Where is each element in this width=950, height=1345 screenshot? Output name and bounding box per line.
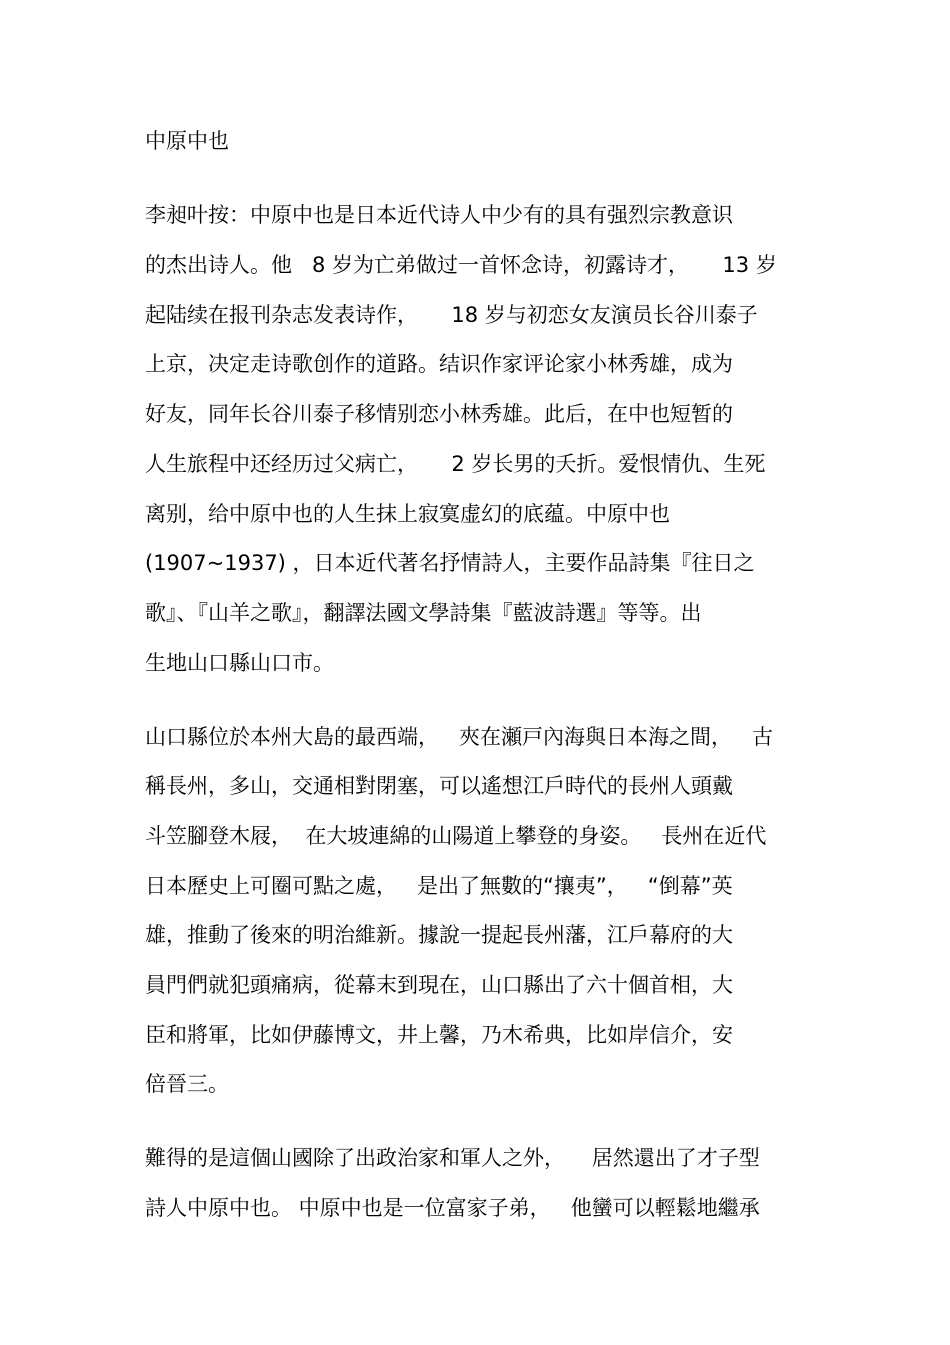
- text-line: (1907~1937) ，日本近代著名抒情詩人，主要作品詩集『往日之: [145, 551, 755, 575]
- text-line: 离别，给中原中也的人生抹上寂寞虚幻的底蕴。中原中也: [145, 502, 670, 526]
- text-line: 歌』、『山羊之歌』，翻譯法國文學詩集『藍波詩選』等等。出: [145, 601, 702, 625]
- text-line: 難得的是這個山國除了出政治家和軍人之外， 居然還出了才子型: [145, 1146, 760, 1170]
- text-line: 上京，决定走诗歌创作的道路。结识作家评论家小林秀雄，成为: [145, 352, 733, 376]
- text-line: 的杰出诗人。他 8 岁为亡弟做过一首怀念诗，初露诗才， 13 岁: [145, 253, 777, 277]
- document-title: 中原中也: [145, 129, 229, 153]
- text-line: 臣和將軍，比如伊藤博文，井上馨，乃木希典，比如岸信介，安: [145, 1023, 733, 1047]
- text-line: 倍晉三。: [145, 1072, 229, 1096]
- text-line: 山口縣位於本州大島的最西端， 夾在瀬戸內海與日本海之間， 古: [145, 725, 774, 749]
- text-line: 好友，同年长谷川泰子移情别恋小林秀雄。此后，在中也短暂的: [145, 402, 733, 426]
- text-line: 起陆续在报刊杂志发表诗作， 18 岁与初恋女友演员长谷川泰子: [145, 303, 758, 327]
- text-line: 詩人中原中也。 中原中也是一位富家子弟， 他蠻可以輕鬆地繼承: [145, 1196, 760, 1220]
- text-line: 日本歷史上可圈可點之處， 是出了無數的“攘夷”， “倒幕”英: [145, 874, 733, 898]
- text-line: 稱長州，多山，交通相對閉塞，可以遙想江戶時代的長州人頭戴: [145, 774, 733, 798]
- text-line: 李昶叶按：中原中也是日本近代诗人中少有的具有强烈宗教意识: [145, 203, 733, 227]
- text-line: 斗笠腳登木屐， 在大坡連綿的山陽道上攀登的身姿。 長州在近代: [145, 824, 767, 848]
- text-line: 員門們就犯頭痛病，從幕末到現在，山口縣出了六十個首相，大: [145, 973, 733, 997]
- text-line: 生地山口縣山口市。: [145, 651, 334, 675]
- text-line: 雄，推動了後來的明治維新。據說一提起長州藩，江戶幕府的大: [145, 923, 733, 947]
- text-line: 人生旅程中还经历过父病亡， 2 岁长男的夭折。爱恨情仇、生死: [145, 452, 766, 476]
